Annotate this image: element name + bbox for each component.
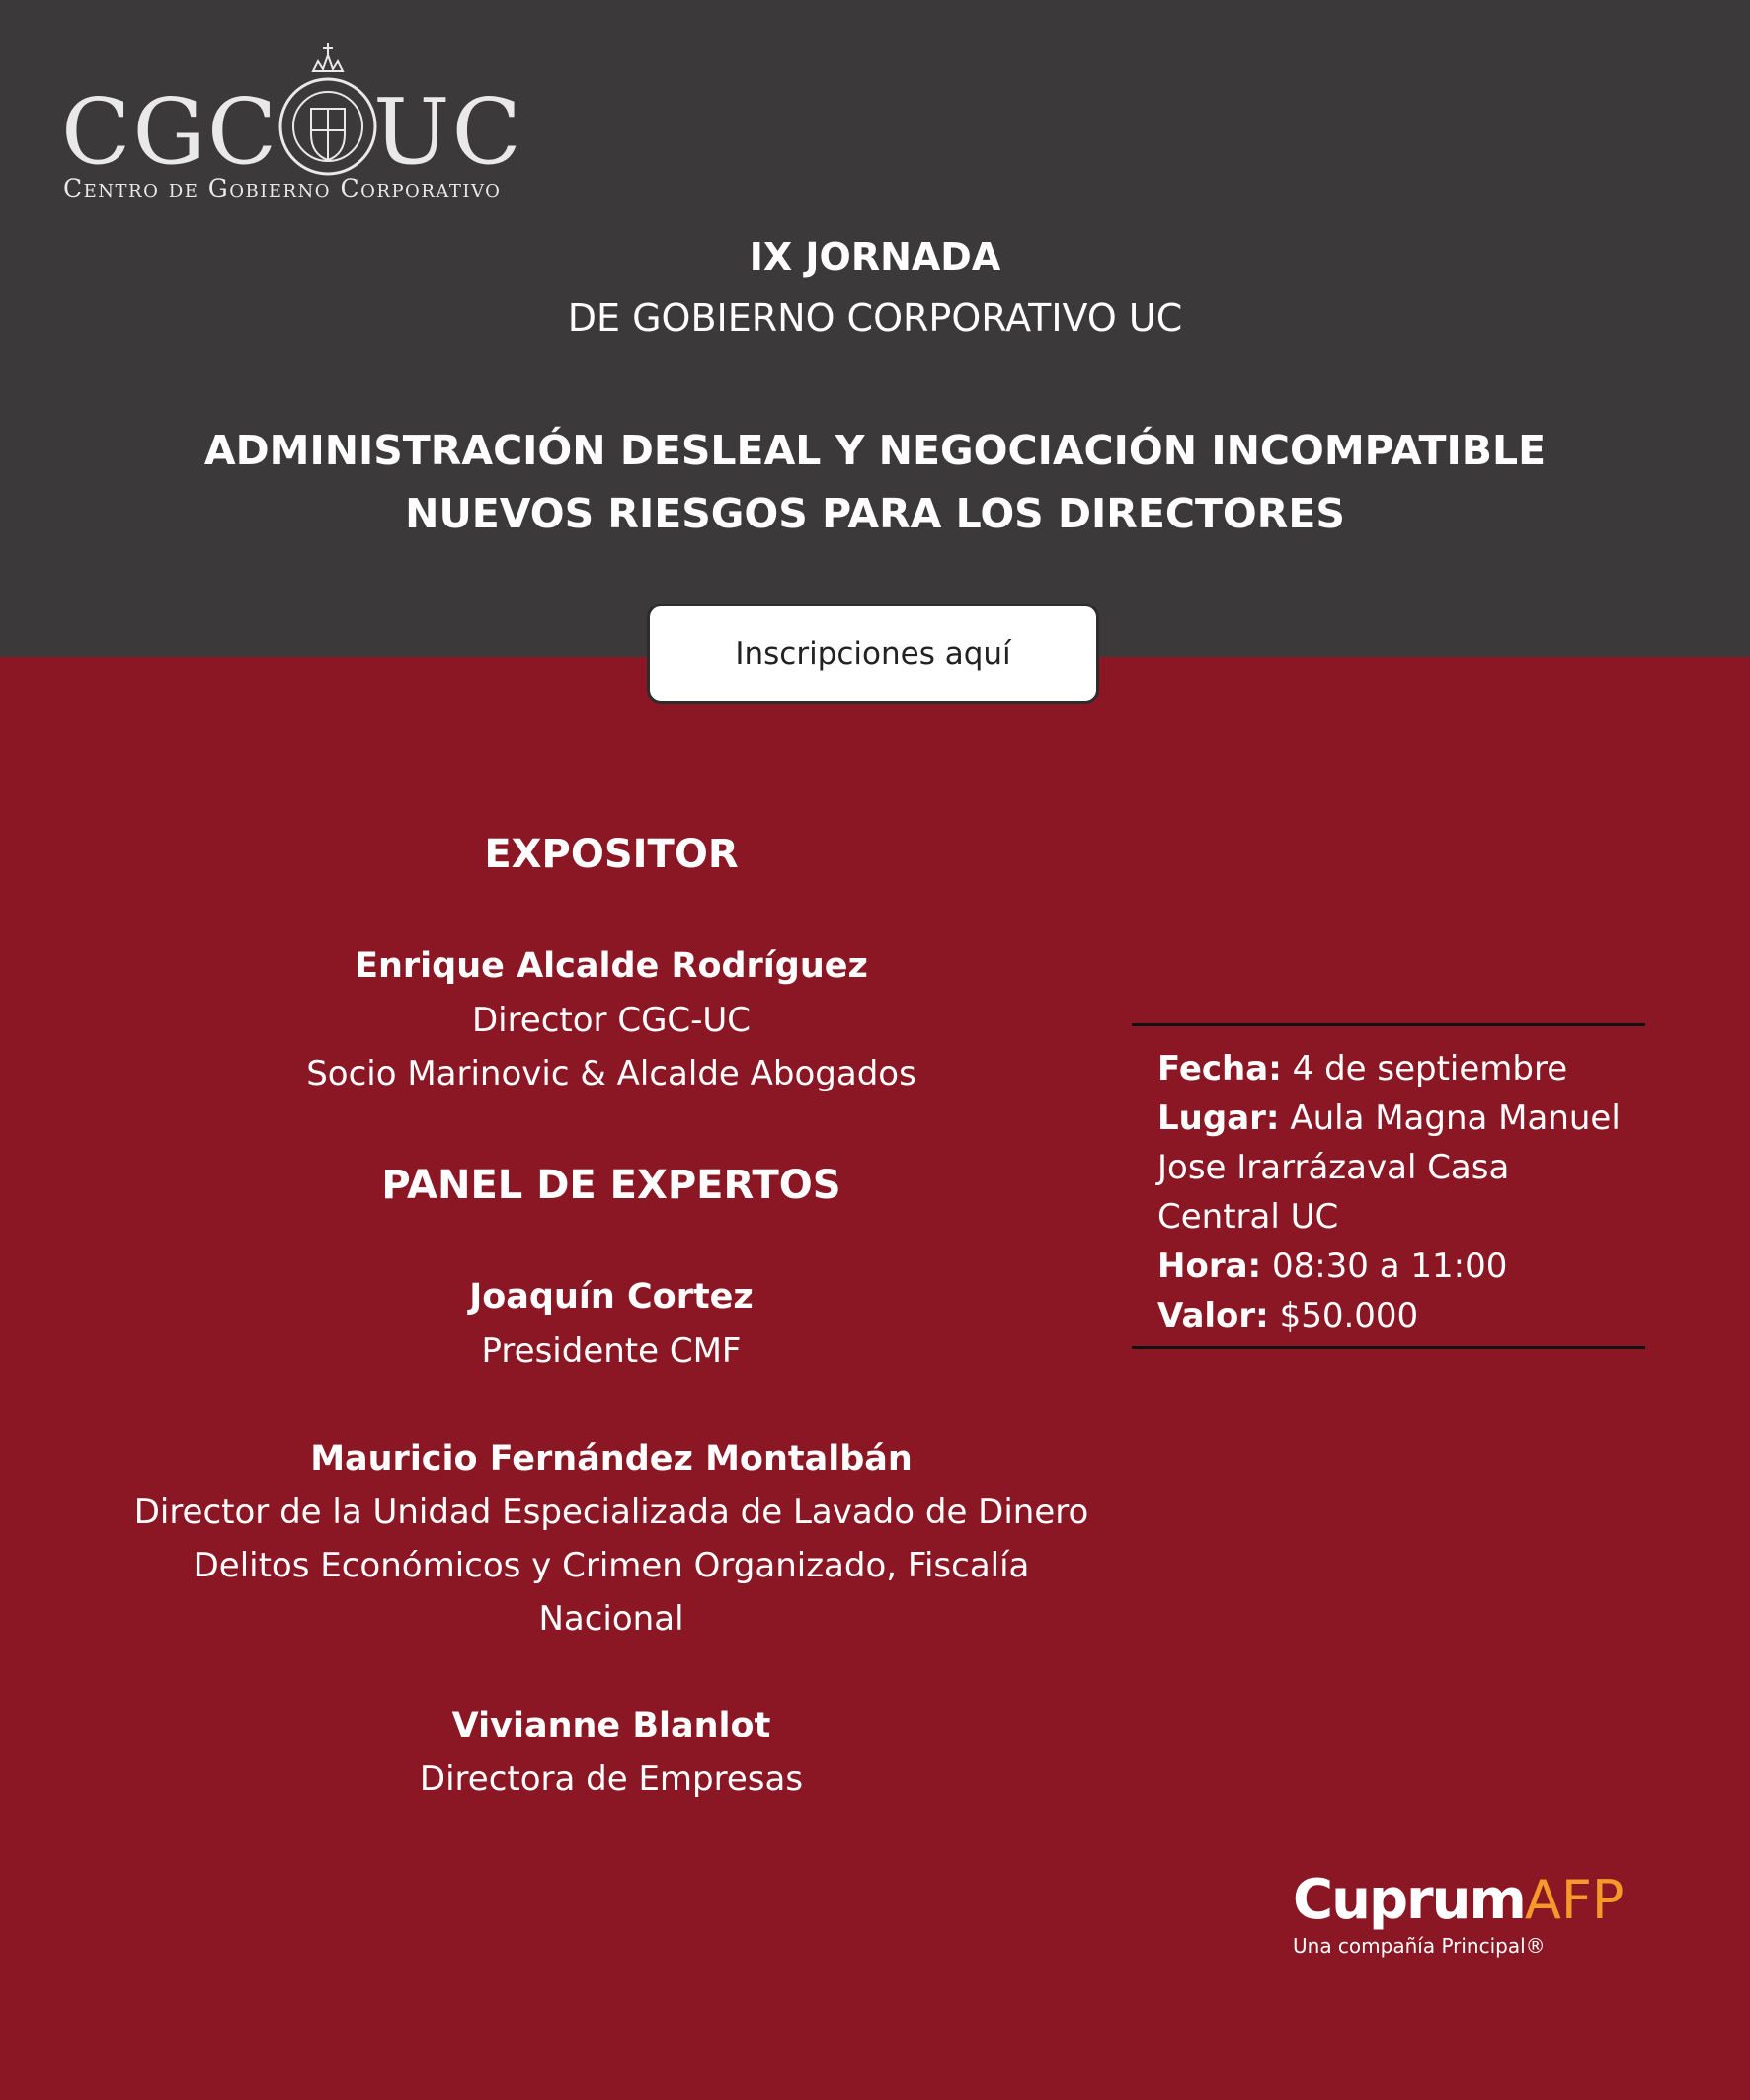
university-seal-icon	[274, 40, 382, 188]
place-value: Aula Magna Manuel	[1290, 1098, 1621, 1138]
place-label: Lugar:	[1157, 1098, 1280, 1138]
panel-heading: PANEL DE EXPERTOS	[381, 1163, 841, 1208]
register-button[interactable]: Inscripciones aquí	[647, 604, 1099, 704]
event-edition: IX JORNADA	[749, 235, 1001, 279]
time-label: Hora:	[1157, 1247, 1262, 1286]
expert-role: Delitos Económicos y Crimen Organizado, Fiscalía	[193, 1546, 1030, 1585]
logo-left-text: CGC	[61, 79, 279, 185]
time-row	[1157, 1242, 1645, 1291]
place-value: Jose Irarrázaval Casa	[1157, 1148, 1510, 1187]
date-row	[1157, 1044, 1645, 1093]
expositor-heading: EXPOSITOR	[484, 832, 739, 877]
price-row	[1157, 1291, 1645, 1340]
expert-name: Vivianne Blanlot	[451, 1706, 771, 1745]
cgc-uc-logo	[61, 40, 535, 207]
time-value: 08:30 a 11:00	[1271, 1247, 1508, 1286]
expert-role: Director de la Unidad Especializada de Lavado de Dinero	[133, 1493, 1089, 1532]
expert-role: Presidente CMF	[481, 1332, 742, 1371]
expert-role: Directora de Empresas	[419, 1759, 804, 1799]
logo-right-text: UC	[373, 79, 523, 185]
expositor-role: Director CGC-UC	[471, 1001, 752, 1040]
date-label: Fecha:	[1157, 1049, 1282, 1089]
cuprum-afp-logo	[1293, 1868, 1625, 1958]
event-title-line1: ADMINISTRACIÓN DESLEAL Y NEGOCIACIÓN INCOMPATIBLE	[203, 427, 1547, 474]
logo-subtitle: Centro de Gobierno Corporativo	[63, 174, 502, 202]
event-series: DE GOBIERNO CORPORATIVO UC	[567, 296, 1183, 340]
sponsor-tagline: Una compañía Principal®	[1293, 1934, 1546, 1958]
expert-name: Joaquín Cortez	[469, 1277, 754, 1317]
event-title-line2: NUEVOS RIESGOS PARA LOS DIRECTORES	[405, 490, 1345, 537]
price-label: Valor:	[1157, 1296, 1269, 1335]
sponsor-suffix: AFP	[1524, 1869, 1625, 1931]
sponsor-name: Cuprum	[1293, 1868, 1525, 1932]
event-info-box	[1132, 1023, 1645, 1349]
place-row	[1157, 1093, 1645, 1143]
expositor-name: Enrique Alcalde Rodríguez	[355, 946, 868, 986]
place-value: Central UC	[1157, 1197, 1339, 1237]
expert-role: Nacional	[538, 1599, 684, 1639]
date-value: 4 de septiembre	[1292, 1049, 1568, 1089]
expert-name: Mauricio Fernández Montalbán	[310, 1439, 913, 1479]
expositor-role: Socio Marinovic & Alcalde Abogados	[306, 1054, 916, 1093]
price-value: $50.000	[1279, 1296, 1419, 1335]
